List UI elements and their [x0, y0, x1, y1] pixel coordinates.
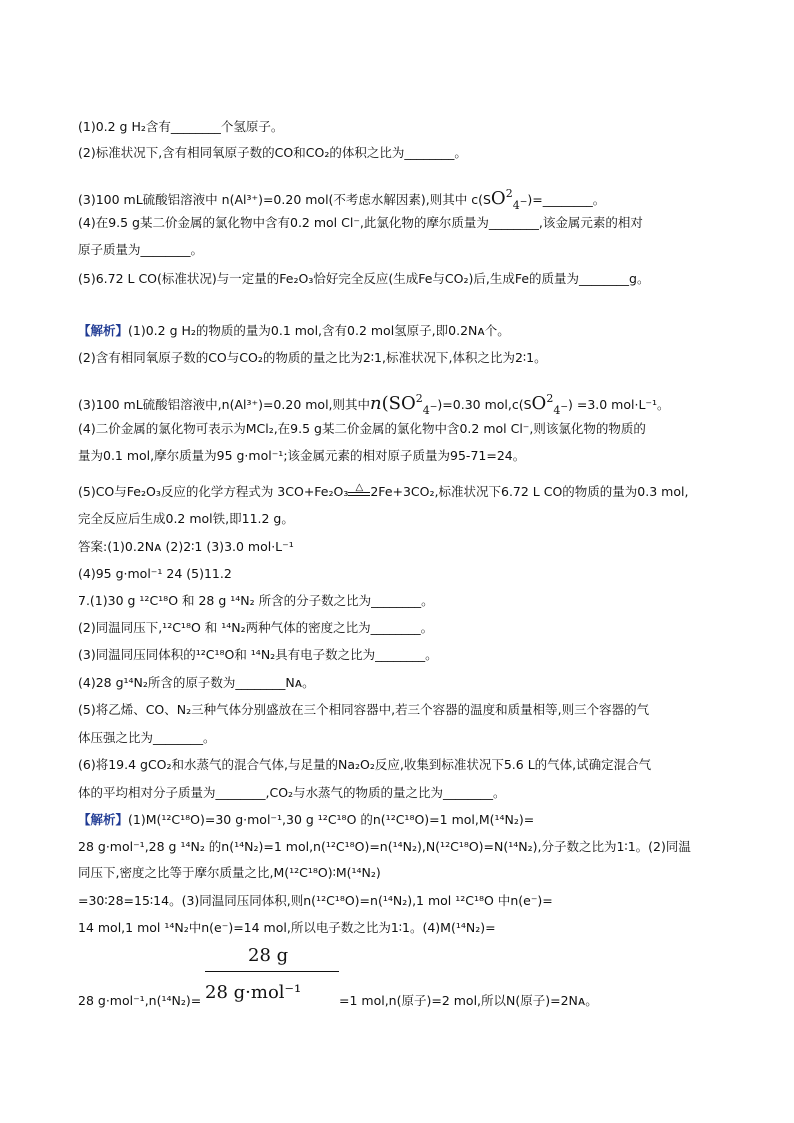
- a7-4: =30∶28=15∶14。(3)同温同压同体积,则n(¹²C¹⁸O)=n(¹⁴N₂),1 mol ¹²C¹⁸O 中n(e⁻)=: [78, 893, 553, 908]
- analysis-tag: 【解析】: [78, 323, 129, 338]
- a7-6: 28 g·mol⁻¹,n(¹⁴N₂)=: [78, 993, 202, 1008]
- question-3-tail: )=________。: [527, 192, 606, 207]
- fraction-denominator: 28 g·mol⁻¹: [205, 982, 302, 1003]
- sulfate-charge-2: 2: [505, 187, 513, 200]
- fraction-numerator: 28 g: [248, 945, 289, 966]
- analysis-5-text: (5)CO与Fe₂O₃反应的化学方程式为 3CO+Fe₂O₃: [78, 484, 349, 499]
- question-3: [78, 185, 605, 215]
- analysis-5: [78, 483, 688, 501]
- a7-6-tail: =1 mol,n(原子)=2 mol,所以N(原子)=2Nᴀ。: [339, 993, 598, 1008]
- a7-3: 同压下,密度之比等于摩尔质量之比,M(¹²C¹⁸O)∶M(¹⁴N₂): [78, 865, 381, 880]
- sulfate-sub-4: 4−: [512, 195, 528, 212]
- q7-5-cont: 体压强之比为________。: [78, 730, 216, 745]
- q7-4: (4)28 g¹⁴N₂所含的原子数为________Nᴀ。: [78, 675, 315, 690]
- q7-1: 7.(1)30 g ¹²C¹⁸O 和 28 g ¹⁴N₂ 所含的分子数之比为________。: [78, 593, 434, 608]
- analysis-4-cont: 量为0.1 mol,摩尔质量为95 g·mol⁻¹;该金属元素的相对原子质量为95-71=24。: [78, 448, 526, 463]
- question-1: (1)0.2 g H₂含有________个氢原子。: [78, 119, 284, 134]
- answer-line-2: (4)95 g·mol⁻¹ 24 (5)11.2: [78, 566, 232, 581]
- question-5: (5)6.72 L CO(标准状况)与一定量的Fe₂O₃恰好完全反应(生成Fe与CO₂)后,生成Fe的质量为________g。: [78, 271, 650, 286]
- analysis-1: [78, 322, 510, 340]
- heat-condition-arrow: [348, 482, 370, 496]
- analysis-1-text: (1)0.2 g H₂的物质的量为0.1 mol,含有0.2 mol氢原子,即0.2Nᴀ个。: [128, 323, 510, 338]
- question-4-cont: 原子质量为________。: [78, 242, 204, 257]
- analysis-3-tail: ) =3.0 mol·L⁻¹。: [568, 397, 670, 412]
- fraction-bar: [205, 971, 339, 972]
- analysis-tag-7: 【解析】: [78, 812, 129, 827]
- question-2: (2)标准状况下,含有相同氧原子数的CO和CO₂的体积之比为________。: [78, 145, 467, 160]
- question-4: (4)在9.5 g某二价金属的氯化物中含有0.2 mol Cl⁻,此氯化物的摩尔质量为________,该金属元素的相对: [78, 215, 643, 230]
- analysis-3-mid: )=0.30 mol,c(S: [437, 397, 532, 412]
- question-3-text: (3)100 mL硫酸铝溶液中 n(Al³⁺)=0.20 mol(不考虑水解因素),则其中 c(S: [78, 192, 491, 207]
- q7-3: (3)同温同压同体积的¹²C¹⁸O和 ¹⁴N₂具有电子数之比为________。: [78, 647, 438, 662]
- analysis-3: [78, 390, 670, 420]
- q7-5: (5)将乙烯、CO、N₂三种气体分别盛放在三个相同容器中,若三个容器的温度和质量相等,则三个容器的气: [78, 702, 650, 717]
- analysis-2: (2)含有相同氧原子数的CO与CO₂的物质的量之比为2∶1,标准状况下,体积之比为2∶1。: [78, 350, 547, 365]
- analysis-5-end: 完全反应后生成0.2 mol铁,即11.2 g。: [78, 511, 294, 526]
- a7-5: 14 mol,1 mol ¹⁴N₂中n(e⁻)=14 mol,所以电子数之比为1∶1。(4)M(¹⁴N₂)=: [78, 920, 496, 935]
- delta-icon: △: [355, 482, 364, 493]
- a7-1: [78, 811, 534, 829]
- analysis-3-text: (3)100 mL硫酸铝溶液中,n(Al³⁺)=0.20 mol,则其中: [78, 397, 371, 412]
- n-sulfate: $n(SO^2_{4^-}$: [370, 392, 438, 417]
- analysis-5-cont: 2Fe+3CO₂,标准状况下6.72 L CO的物质的量为0.3 mol,: [370, 484, 689, 499]
- q7-2: (2)同温同压下,¹²C¹⁸O 和 ¹⁴N₂两种气体的密度之比为________。: [78, 620, 434, 635]
- q7-6-cont: 体的平均相对分子质量为________,CO₂与水蒸气的物质的量之比为________。: [78, 785, 506, 800]
- a7-2: 28 g·mol⁻¹,28 g ¹⁴N₂ 的n(¹⁴N₂)=1 mol,n(¹²C¹⁸O)=n(¹⁴N₂),N(¹²C¹⁸O)=N(¹⁴N₂),分子数之比为1∶1。(2)同温: [78, 839, 691, 854]
- q7-6: (6)将19.4 gCO₂和水蒸气的混合气体,与足量的Na₂O₂反应,收集到标准状况下5.6 L的气体,试确定混合气: [78, 757, 652, 772]
- oxygen-symbol: O: [490, 188, 506, 209]
- a7-1-text: (1)M(¹²C¹⁸O)=30 g·mol⁻¹,30 g ¹²C¹⁸O 的n(¹²C¹⁸O)=1 mol,M(¹⁴N₂)=: [128, 812, 535, 827]
- sulfate-ion: [490, 187, 528, 212]
- answer-line-1: 答案:(1)0.2Nᴀ (2)2∶1 (3)3.0 mol·L⁻¹: [78, 539, 294, 554]
- c-sulfate: $O^2_{4^-}$: [531, 392, 568, 417]
- analysis-4: (4)二价金属的氯化物可表示为MCl₂,在9.5 g某二价金属的氯化物中含0.2 mol Cl⁻,则该氯化物的物质的: [78, 421, 646, 436]
